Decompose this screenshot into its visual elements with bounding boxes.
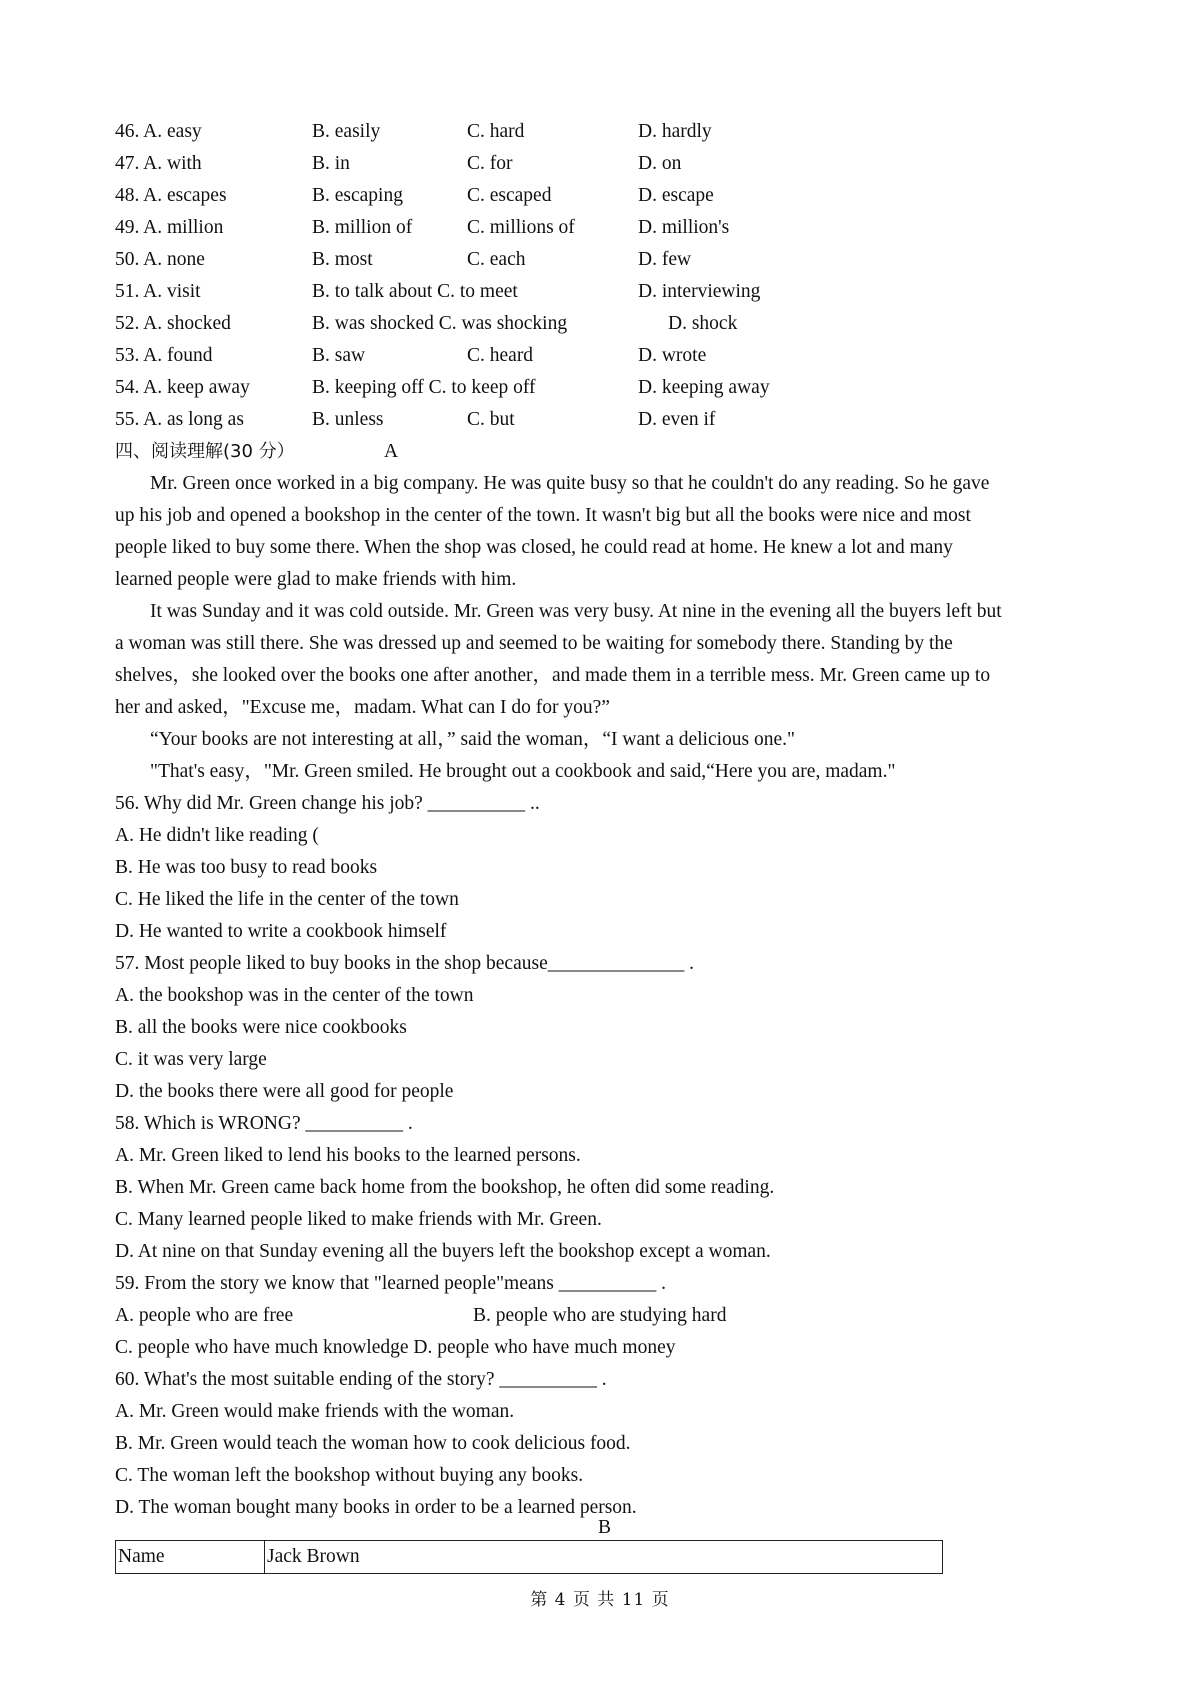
answer-option: A. Mr. Green would make friends with the woman.	[115, 1401, 515, 1422]
info-table	[115, 1540, 943, 1574]
option-c: C. hard	[467, 121, 525, 142]
option-c: C. for	[467, 153, 513, 174]
option-a: 48. A. escapes	[115, 185, 227, 206]
question-60: 60. What's the most suitable ending of the story? __________ .	[115, 1369, 607, 1390]
answer-option: D. He wanted to write a cookbook himself	[115, 921, 447, 942]
option-d: D. escape	[638, 185, 714, 206]
answer-option: D. At nine on that Sunday evening all the buyers left the bookshop except a woman.	[115, 1241, 771, 1262]
option-b: B. to talk about C. to meet	[312, 281, 518, 302]
option-d: D. few	[638, 249, 692, 270]
passage-line: people liked to buy some there. When the shop was closed, he could read at home. He knew a lot and many	[115, 537, 953, 558]
option-b: B. was shocked C. was shocking	[312, 313, 568, 334]
answer-option: B. Mr. Green would teach the woman how to cook delicious food.	[115, 1433, 631, 1454]
question-58: 58. Which is WRONG? __________ .	[115, 1113, 413, 1134]
option-d: D. keeping away	[638, 377, 770, 398]
option-d: D. wrote	[638, 345, 707, 366]
option-b: B. keeping off C. to keep off	[312, 377, 536, 398]
option-c: C. but	[467, 409, 515, 430]
table-label-cell: Name	[116, 1541, 265, 1574]
option-b: B. unless	[312, 409, 384, 430]
answer-option: C. He liked the life in the center of the town	[115, 889, 459, 910]
passage-a-label: A	[384, 441, 399, 462]
passage-line: learned people were glad to make friends with him.	[115, 569, 517, 590]
option-d: D. interviewing	[638, 281, 761, 302]
option-a: 53. A. found	[115, 345, 213, 366]
answer-option: A. the bookshop was in the center of the town	[115, 985, 474, 1006]
question-56: 56. Why did Mr. Green change his job? __________ ..	[115, 793, 540, 814]
passage-line: “Your books are not interesting at all，” said the woman，“I want a delicious one."	[150, 729, 795, 750]
answer-option: D. the books there were all good for people	[115, 1081, 454, 1102]
passage-line: Mr. Green once worked in a big company. He was quite busy so that he couldn't do any reading. So he gave	[150, 473, 990, 494]
answer-option: A. He didn't like reading (	[115, 825, 319, 846]
passage-line: up his job and opened a bookshop in the center of the town. It wasn't big but all the books were nice and most	[115, 505, 971, 526]
passage-line: It was Sunday and it was cold outside. Mr. Green was very busy. At nine in the evening all the buyers left but	[150, 601, 1002, 622]
option-a: 49. A. million	[115, 217, 224, 238]
option-d: D. even if	[638, 409, 716, 430]
option-b: B. escaping	[312, 185, 403, 206]
answer-option: D. The woman bought many books in order to be a learned person.	[115, 1497, 637, 1518]
answer-option: B. He was too busy to read books	[115, 857, 378, 878]
option-d: D. on	[638, 153, 682, 174]
option-b: B. most	[312, 249, 373, 270]
option-b: B. easily	[312, 121, 381, 142]
option-b: B. saw	[312, 345, 366, 366]
table-row	[116, 1541, 943, 1574]
question-57: 57. Most people liked to buy books in the shop because______________ .	[115, 953, 694, 974]
option-b: B. million of	[312, 217, 413, 238]
answer-option: B. When Mr. Green came back home from the bookshop, he often did some reading.	[115, 1177, 775, 1198]
table-value-cell: Jack Brown	[265, 1541, 943, 1574]
answer-option: B. all the books were nice cookbooks	[115, 1017, 407, 1038]
section-heading: 四、阅读理解(30 分）	[115, 441, 295, 462]
option-a: 50. A. none	[115, 249, 205, 270]
option-a: 54. A. keep away	[115, 377, 250, 398]
option-b: B. in	[312, 153, 350, 174]
option-a: 55. A. as long as	[115, 409, 244, 430]
passage-line: shelves，she looked over the books one after another，and made them in a terrible mess. Mr. Green came up to	[115, 665, 991, 686]
option-c: C. escaped	[467, 185, 552, 206]
option-a: 46. A. easy	[115, 121, 202, 142]
option-d: D. million's	[638, 217, 730, 238]
option-c: C. each	[467, 249, 526, 270]
option-d: D. shock	[668, 313, 738, 334]
option-c: C. heard	[467, 345, 534, 366]
answer-option: C. it was very large	[115, 1049, 267, 1070]
passage-b-label: B	[598, 1517, 612, 1538]
answer-option: C. Many learned people liked to make friends with Mr. Green.	[115, 1209, 602, 1230]
passage-line: a woman was still there. She was dressed up and seemed to be waiting for somebody there. Standing by the	[115, 633, 953, 654]
answer-option: A. Mr. Green liked to lend his books to the learned persons.	[115, 1145, 581, 1166]
question-59: 59. From the story we know that "learned people"means __________ .	[115, 1273, 666, 1294]
answer-option: C. The woman left the bookshop without buying any books.	[115, 1465, 584, 1486]
answer-option: B. people who are studying hard	[473, 1305, 727, 1326]
option-d: D. hardly	[638, 121, 712, 142]
option-a: 47. A. with	[115, 153, 202, 174]
answer-option: C. people who have much knowledge D. people who have much money	[115, 1337, 676, 1358]
passage-line: her and asked，"Excuse me，madam. What can I do for you?”	[115, 697, 610, 718]
page-footer: 第 4 页 共 11 页	[530, 1590, 670, 1610]
option-c: C. millions of	[467, 217, 575, 238]
option-a: 51. A. visit	[115, 281, 201, 302]
option-a: 52. A. shocked	[115, 313, 231, 334]
answer-option: A. people who are free	[115, 1305, 294, 1326]
passage-line: "That's easy，"Mr. Green smiled. He brought out a cookbook and said,“Here you are, madam."	[150, 761, 896, 782]
